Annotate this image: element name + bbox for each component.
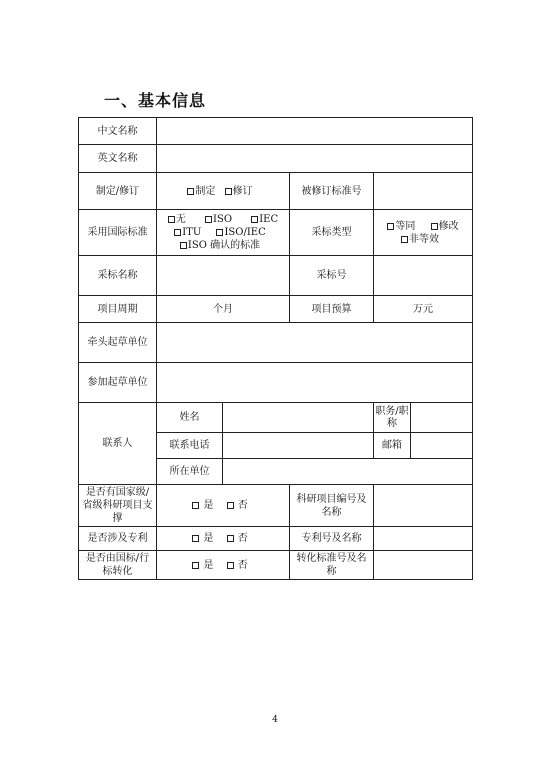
name-value[interactable] <box>223 403 374 433</box>
org-label: 所在单位 <box>157 459 223 485</box>
checkbox-icon[interactable] <box>227 535 234 542</box>
cn-name-value[interactable] <box>157 118 473 145</box>
row-research <box>79 485 473 527</box>
row-patent <box>79 527 473 551</box>
phone-value[interactable] <box>223 433 374 459</box>
opt-iso[interactable]: ISO <box>205 213 232 226</box>
lead-unit-label: 牵头起草单位 <box>79 323 157 363</box>
checkbox-icon[interactable] <box>251 216 258 223</box>
period-label: 项目周期 <box>79 296 157 323</box>
adopt-type-label: 采标类型 <box>290 210 374 256</box>
basic-info-table <box>78 117 473 580</box>
adopt-type-options <box>374 210 473 256</box>
adopt-name-value[interactable] <box>157 256 290 296</box>
checkbox-icon[interactable] <box>431 223 438 230</box>
research-yes-no <box>157 485 290 527</box>
join-unit-value[interactable] <box>157 363 473 403</box>
patent-number-label: 专利号及名称 <box>290 527 374 551</box>
en-name-value[interactable] <box>157 145 473 173</box>
page-number: 4 <box>272 715 278 725</box>
convert-yes[interactable]: 是 <box>192 559 213 572</box>
row-join-unit <box>79 363 473 403</box>
research-yes[interactable]: 是 <box>192 499 213 512</box>
name-label: 姓名 <box>157 403 223 433</box>
row-en-name <box>79 145 473 173</box>
patent-yes-no <box>157 527 290 551</box>
opt-iec[interactable]: IEC <box>251 213 278 226</box>
phone-label: 联系电话 <box>157 433 223 459</box>
email-value[interactable] <box>411 433 472 458</box>
cn-name-label: 中文名称 <box>79 118 157 145</box>
patent-label: 是否涉及专利 <box>79 527 157 551</box>
row-adopt-name <box>79 256 473 296</box>
project-label: 科研项目编号及名称 <box>290 485 374 527</box>
contact-label: 联系人 <box>79 403 157 485</box>
convert-number-label: 转化标准号及名称 <box>290 551 374 580</box>
checkbox-icon[interactable] <box>187 188 194 195</box>
email-label: 邮箱 <box>374 433 411 458</box>
checkbox-icon[interactable] <box>180 242 187 249</box>
convert-yes-no <box>157 551 290 580</box>
row-type <box>79 173 473 210</box>
intl-options <box>157 210 290 256</box>
opt-modified[interactable]: 修改 <box>431 220 459 233</box>
row-intl-standard <box>79 210 473 256</box>
patent-yes[interactable]: 是 <box>192 532 213 545</box>
opt-identical[interactable]: 等同 <box>387 220 415 233</box>
opt-non-equivalent[interactable]: 非等效 <box>401 233 439 246</box>
type-options <box>157 173 290 210</box>
checkbox-icon[interactable] <box>192 535 199 542</box>
adopt-number-value[interactable] <box>374 256 473 296</box>
opt-iso-recognized[interactable]: ISO 确认的标准 <box>180 239 260 252</box>
patent-no[interactable]: 否 <box>227 532 248 545</box>
checkbox-icon[interactable] <box>225 188 232 195</box>
opt-none[interactable]: 无 <box>168 213 186 226</box>
checkbox-icon[interactable] <box>174 229 181 236</box>
title-cell <box>374 403 473 433</box>
email-cell <box>374 433 473 459</box>
checkbox-icon[interactable] <box>205 216 212 223</box>
budget-unit: 万元 <box>413 303 433 315</box>
adopt-number-label: 采标号 <box>290 256 374 296</box>
job-title-value[interactable] <box>411 403 472 432</box>
row-convert <box>79 551 473 580</box>
budget-label: 项目预算 <box>290 296 374 323</box>
intl-label: 采用国际标准 <box>79 210 157 256</box>
checkbox-icon[interactable] <box>227 502 234 509</box>
research-label: 是否有国家级/省级科研项目支撑 <box>79 485 157 527</box>
org-value[interactable] <box>223 459 473 485</box>
join-unit-label: 参加起草单位 <box>79 363 157 403</box>
convert-number-value[interactable] <box>374 551 473 580</box>
revised-number-value[interactable] <box>374 173 473 210</box>
convert-no[interactable]: 否 <box>227 559 248 572</box>
research-no[interactable]: 否 <box>227 499 248 512</box>
row-cn-name <box>79 118 473 145</box>
project-value[interactable] <box>374 485 473 527</box>
period-unit: 个月 <box>213 303 233 315</box>
checkbox-icon[interactable] <box>227 562 234 569</box>
section-title: 一、基本信息 <box>104 91 207 110</box>
adopt-name-label: 采标名称 <box>79 256 157 296</box>
row-contact-name <box>79 403 473 433</box>
budget-value[interactable] <box>374 296 473 323</box>
opt-iso-iec[interactable]: ISO/IEC <box>216 226 265 239</box>
en-name-label: 英文名称 <box>79 145 157 173</box>
revised-number-label: 被修订标准号 <box>290 173 374 210</box>
patent-number-value[interactable] <box>374 527 473 551</box>
row-lead-unit <box>79 323 473 363</box>
convert-label: 是否由国标/行标转化 <box>79 551 157 580</box>
job-title-label: 职务/职称 <box>374 403 411 432</box>
opt-itu[interactable]: ITU <box>174 226 201 239</box>
checkbox-icon[interactable] <box>387 223 394 230</box>
checkbox-icon[interactable] <box>401 236 408 243</box>
period-value[interactable] <box>157 296 290 323</box>
type-label: 制定/修订 <box>79 173 157 210</box>
row-period <box>79 296 473 323</box>
checkbox-icon[interactable] <box>192 502 199 509</box>
checkbox-icon[interactable] <box>168 216 175 223</box>
checkbox-icon[interactable] <box>216 229 223 236</box>
lead-unit-value[interactable] <box>157 323 473 363</box>
opt-draft[interactable]: 制定 <box>187 185 215 198</box>
opt-revise[interactable]: 修订 <box>225 185 253 198</box>
checkbox-icon[interactable] <box>192 562 199 569</box>
